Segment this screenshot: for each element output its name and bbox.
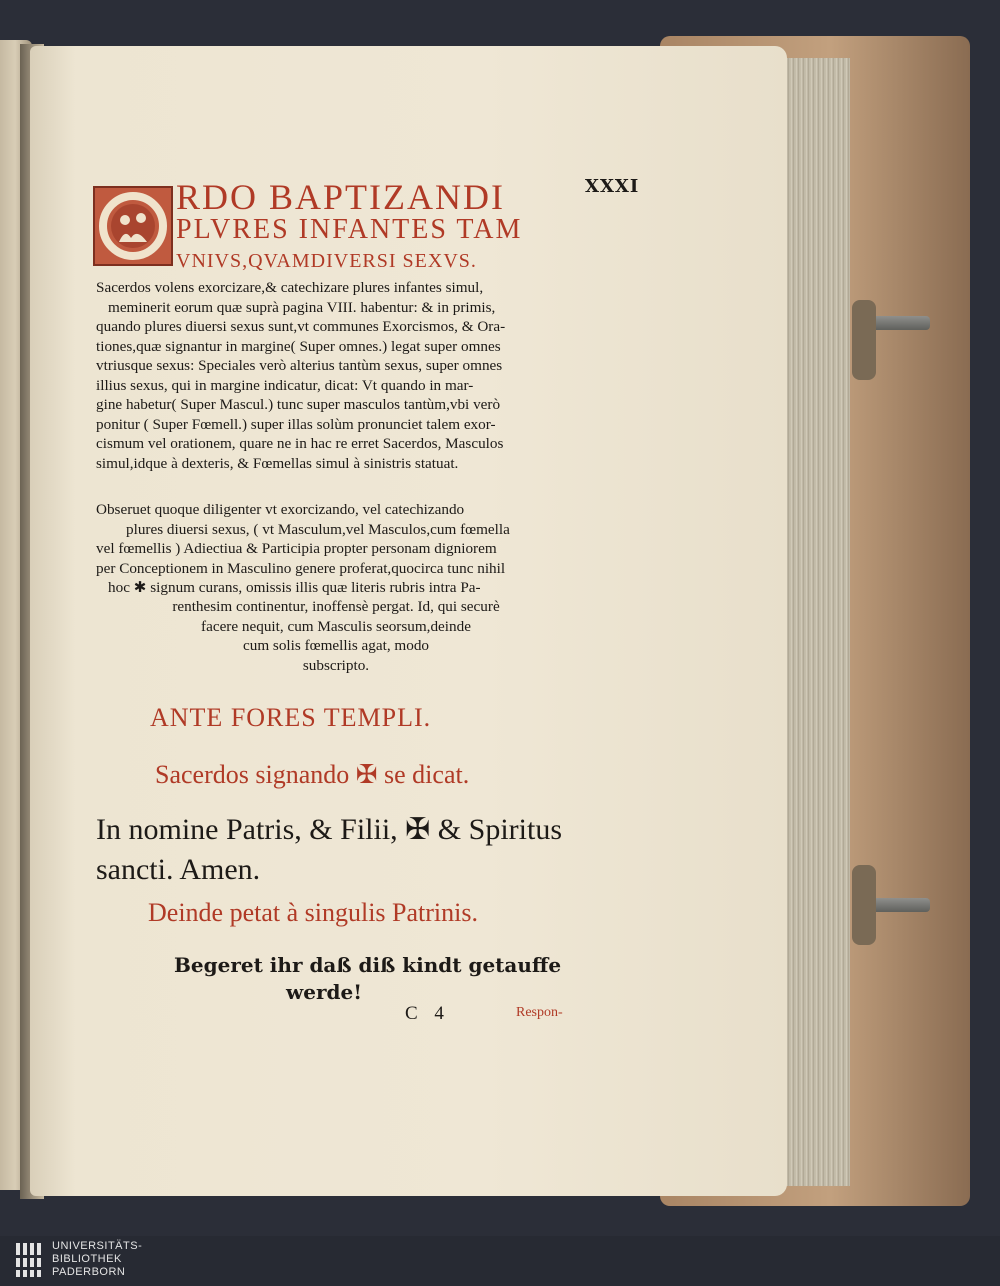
para1-line: meminerit eorum quæ suprà pagina VIII. habentur: & in primis, [108,298,496,316]
catchword: Respon- [516,1005,563,1020]
para2-line: plures diuersi sexus, ( vt Masculum,vel Masculos,cum fœmella [126,520,510,538]
folio-number: XXXI [585,176,640,197]
para1-line: simul,idque à dexteris, & Fœmellas simul à sinistris statuat. [96,454,459,472]
title-line-1: RDO BAPTIZANDI [176,177,505,217]
para2-center-line: renthesim continentur, inoffensè pergat. Id, qui securè [172,598,500,615]
para1-line: tiones,quæ signantur in margine( Super omnes.) legat super omnes [96,337,501,355]
title-line-2: PLVRES INFANTES TAM [176,214,523,245]
rubric-deinde-petat: Deinde petat à singulis Patrinis. [148,898,479,927]
para1-line: ponitur ( Super Fœmell.) super illas solùm pronunciet talem exor- [96,415,496,433]
decorated-initial-o [93,186,173,266]
upper-clasp-knob [852,300,876,380]
library-name [52,1240,142,1279]
para2-center-line: cum solis fœmellis agat, modo [242,637,430,654]
library-name-line-3: PADERBORN [52,1266,126,1278]
paragraph-2 [96,500,576,598]
para1-line: Sacerdos volens exorcizare,& catechizare plures infantes simul, [96,279,484,296]
para1-line: illius sexus, qui in margine indicatur, dicat: Vt quando in mar- [96,376,474,394]
german-question-line-2: werde! [286,980,362,1004]
para2-line: vel fœmellis ) Adiectiua & Participia propter personam digniorem [96,540,497,557]
signature-mark: C 4 [405,1003,450,1024]
para2-line: per Conceptionem in Masculino genere proferat,quocirca tunc nihil [96,559,506,577]
para2-line: Obseruet quoque diligenter vt exorcizando, vel catechizando [96,501,465,518]
german-question-line-1: Begeret ihr daß diß kindt getauffe [174,953,562,977]
para1-line: cismum vel orationem, quare ne in hac re erret Sacerdos, Masculos [96,435,504,452]
invocation-line-1: In nomine Patris, & Filii, ✠ & Spiritus [96,813,562,846]
invocation-line-2: sancti. Amen. [96,853,261,886]
para1-line: gine habetur( Super Mascul.) tunc super masculos tantùm,vbi verò [96,396,501,413]
library-name-line-2: BIBLIOTHEK [52,1253,122,1265]
title-line-3: VNIVS,QVAMDIVERSI SEXVS. [176,250,477,272]
heading-ante-fores-templi: ANTE FORES TEMPLI. [150,703,432,732]
paragraph-2-tail [96,597,576,675]
library-name-line-1: UNIVERSITÄTS- [52,1240,143,1252]
para2-center-line: facere nequit, cum Masculis seorsum,deinde [201,617,471,635]
para1-line: quando plures diuersi sexus sunt,vt communes Exorcismos, & Ora- [96,318,506,335]
lower-clasp-knob [852,865,876,945]
paragraph-1 [96,278,576,473]
para2-center-line: subscripto. [302,656,370,674]
rubric-sacerdos-signando: Sacerdos signando ✠ se dicat. [155,760,470,789]
footer-bar [0,1236,1000,1286]
para2-line: hoc ✱ signum curans, omissis illis quæ literis rubris intra Pa- [108,579,481,596]
library-logo-icon [14,1241,44,1281]
para1-line: vtriusque sexus: Speciales verò alterius tantùm sexus, super omnes [96,357,503,374]
